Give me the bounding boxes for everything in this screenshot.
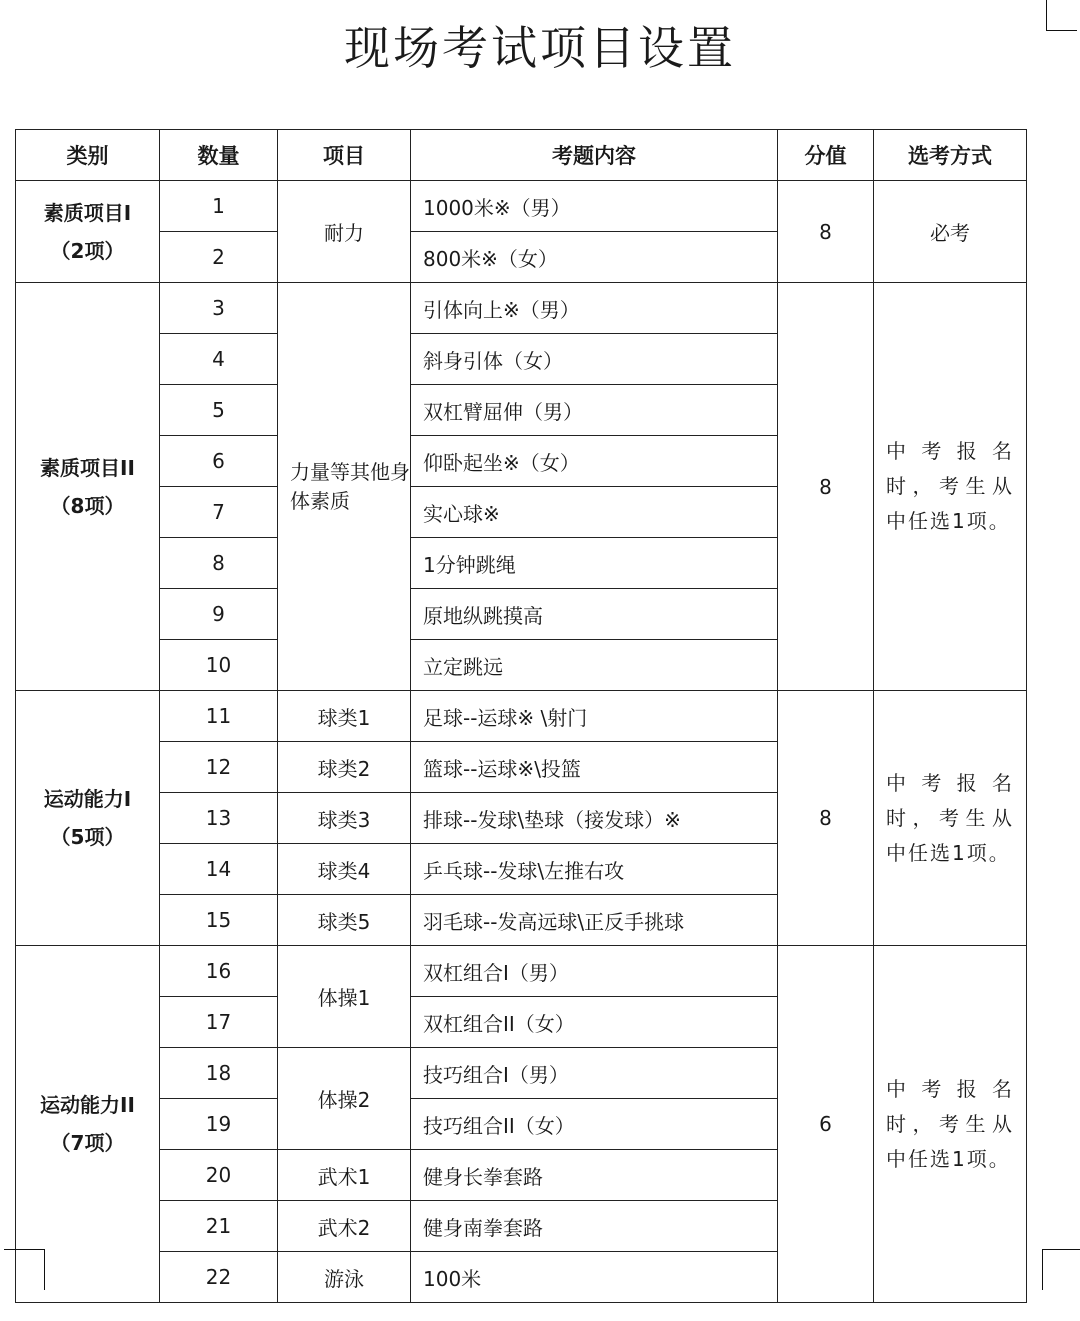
header-row bbox=[16, 130, 1027, 181]
item-content: 原地纵跳摸高 bbox=[411, 589, 778, 640]
item-content: 100米 bbox=[411, 1252, 778, 1303]
item-number: 3 bbox=[160, 283, 278, 334]
page-title: 现场考试项目设置 bbox=[344, 21, 736, 75]
item-number: 21 bbox=[160, 1201, 278, 1252]
item-number: 5 bbox=[160, 385, 278, 436]
crop-mark-bottom-left bbox=[4, 1249, 45, 1290]
item-number: 22 bbox=[160, 1252, 278, 1303]
header-score: 分值 bbox=[778, 130, 874, 181]
project-cell: 体操2 bbox=[278, 1048, 411, 1150]
method-cell: 必考 bbox=[874, 181, 1027, 283]
item-content: 羽毛球--发高远球\正反手挑球 bbox=[411, 895, 778, 946]
exam-items-table bbox=[15, 129, 1027, 1303]
item-number: 8 bbox=[160, 538, 278, 589]
item-content: 双杠组合I（男） bbox=[411, 946, 778, 997]
item-number: 4 bbox=[160, 334, 278, 385]
project-cell: 耐力 bbox=[278, 181, 411, 283]
table-row bbox=[16, 181, 1027, 232]
score-cell: 8 bbox=[778, 283, 874, 691]
item-number: 13 bbox=[160, 793, 278, 844]
item-number: 11 bbox=[160, 691, 278, 742]
method-cell: 中考报名时，考生从中任选1项。 bbox=[874, 691, 1027, 946]
table-row bbox=[16, 283, 1027, 334]
item-number: 16 bbox=[160, 946, 278, 997]
category-cell bbox=[16, 691, 160, 946]
score-cell: 6 bbox=[778, 946, 874, 1303]
item-content: 1000米※（男） bbox=[411, 181, 778, 232]
header-count: 数量 bbox=[160, 130, 278, 181]
item-content: 技巧组合II（女） bbox=[411, 1099, 778, 1150]
item-content: 技巧组合I（男） bbox=[411, 1048, 778, 1099]
category-name: 素质项目I bbox=[43, 200, 132, 225]
item-content: 健身长拳套路 bbox=[411, 1150, 778, 1201]
item-number: 6 bbox=[160, 436, 278, 487]
item-content: 健身南拳套路 bbox=[411, 1201, 778, 1252]
project-cell: 球类2 bbox=[278, 742, 411, 793]
category-cell bbox=[16, 283, 160, 691]
category-cell bbox=[16, 181, 160, 283]
header-content: 考题内容 bbox=[411, 130, 778, 181]
item-content: 仰卧起坐※（女） bbox=[411, 436, 778, 487]
item-content: 1分钟跳绳 bbox=[411, 538, 778, 589]
project-cell: 球类5 bbox=[278, 895, 411, 946]
project-cell: 球类3 bbox=[278, 793, 411, 844]
score-cell: 8 bbox=[778, 181, 874, 283]
item-number: 7 bbox=[160, 487, 278, 538]
table-row bbox=[16, 691, 1027, 742]
project-cell: 武术2 bbox=[278, 1201, 411, 1252]
item-content: 斜身引体（女） bbox=[411, 334, 778, 385]
project-cell: 球类4 bbox=[278, 844, 411, 895]
item-number: 14 bbox=[160, 844, 278, 895]
item-content: 引体向上※（男） bbox=[411, 283, 778, 334]
score-cell: 8 bbox=[778, 691, 874, 946]
header-category: 类别 bbox=[16, 130, 160, 181]
item-content: 800米※（女） bbox=[411, 232, 778, 283]
item-number: 17 bbox=[160, 997, 278, 1048]
project-cell: 武术1 bbox=[278, 1150, 411, 1201]
category-count: （2项） bbox=[50, 238, 125, 263]
crop-mark-top-right bbox=[1046, 0, 1077, 31]
header-method: 选考方式 bbox=[874, 130, 1027, 181]
project-cell: 体操1 bbox=[278, 946, 411, 1048]
item-number: 9 bbox=[160, 589, 278, 640]
item-content: 立定跳远 bbox=[411, 640, 778, 691]
item-number: 12 bbox=[160, 742, 278, 793]
table-row bbox=[16, 946, 1027, 997]
item-content: 足球--运球※ \射门 bbox=[411, 691, 778, 742]
item-content: 双杠臂屈伸（男） bbox=[411, 385, 778, 436]
item-number: 1 bbox=[160, 181, 278, 232]
project-cell: 力量等其他身体素质 bbox=[278, 283, 411, 691]
item-content: 双杠组合II（女） bbox=[411, 997, 778, 1048]
item-content: 排球--发球\垫球（接发球）※ bbox=[411, 793, 778, 844]
category-name: 运动能力II bbox=[40, 1093, 135, 1117]
item-number: 19 bbox=[160, 1099, 278, 1150]
item-content: 乒乓球--发球\左推右攻 bbox=[411, 844, 778, 895]
category-count: （7项） bbox=[50, 1131, 125, 1155]
item-content: 篮球--运球※\投篮 bbox=[411, 742, 778, 793]
project-cell: 游泳 bbox=[278, 1252, 411, 1303]
category-name: 运动能力I bbox=[43, 787, 132, 811]
method-cell: 中考报名时，考生从中任选1项。 bbox=[874, 283, 1027, 691]
header-project: 项目 bbox=[278, 130, 411, 181]
item-number: 20 bbox=[160, 1150, 278, 1201]
item-number: 10 bbox=[160, 640, 278, 691]
crop-mark-bottom-right bbox=[1042, 1249, 1080, 1290]
item-number: 15 bbox=[160, 895, 278, 946]
category-count: （8项） bbox=[50, 493, 125, 518]
method-cell: 中考报名时，考生从中任选1项。 bbox=[874, 946, 1027, 1303]
category-count: （5项） bbox=[50, 825, 125, 849]
item-number: 2 bbox=[160, 232, 278, 283]
item-number: 18 bbox=[160, 1048, 278, 1099]
item-content: 实心球※ bbox=[411, 487, 778, 538]
category-name: 素质项目II bbox=[40, 455, 135, 480]
project-cell: 球类1 bbox=[278, 691, 411, 742]
